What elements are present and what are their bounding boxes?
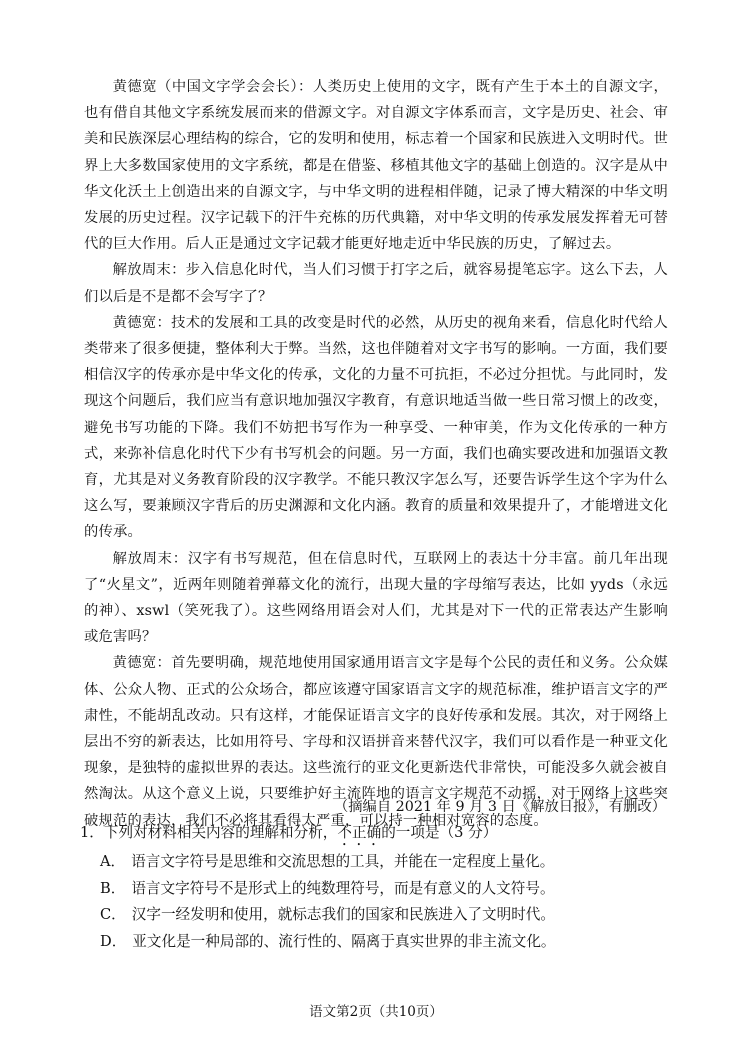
option-d-letter: D． bbox=[100, 932, 127, 950]
option-c-letter: C． bbox=[100, 906, 126, 923]
option-b bbox=[80, 876, 680, 903]
question-stem-text-after: 的一项是（3 分） bbox=[381, 824, 498, 841]
page-footer: 语文第2页（共10页） bbox=[309, 1004, 443, 1020]
option-d bbox=[80, 929, 680, 956]
option-c-text: 汉字一经发明和使用，就标志我们的国家和民族进入了文明时代。 bbox=[131, 906, 555, 923]
question-1 bbox=[80, 820, 680, 955]
question-number: 1． bbox=[80, 824, 104, 841]
passage-paragraph-4: 解放周末：汉字有书写规范，但在信息时代，互联网上的表达十分丰富。前几年出现了“火星文”，近两年则随着弹幕文化的流行，出现大量的字母缩写表达，比如 yyds（永远的神）、xswl（笑死我了）。这些网络用语会对人们，尤其是对下一代的正常表达产生影响或危害吗？ bbox=[84, 550, 668, 646]
question-stem bbox=[80, 820, 680, 849]
source-citation: （摘编自 2021 年 9 月 3 日《解放日报》，有删改） bbox=[333, 799, 666, 815]
option-b-text: 语言文字符号不是形式上的纯数理符号，而是有意义的人文符号。 bbox=[131, 879, 555, 897]
option-a-letter: A． bbox=[100, 853, 126, 870]
option-d-text: 亚文化是一种局部的、流行性的、隔离于真实世界的非主流文化。 bbox=[132, 932, 556, 950]
option-c bbox=[80, 902, 680, 929]
reading-passage bbox=[84, 74, 668, 834]
question-emphasis-text: 不正确 bbox=[337, 824, 382, 841]
option-a bbox=[80, 849, 680, 876]
passage-paragraph-2: 解放周末：步入信息化时代，当人们习惯于打字之后，就容易提笔忘字。这么下去，人们以后是不是都不会写字了？ bbox=[84, 262, 668, 305]
passage-paragraph-1: 黄德宽（中国文字学会会长）：人类历史上使用的文字，既有产生于本土的自源文字，也有借自其他文字系统发展而来的借源文字。对自源文字体系而言，文字是历史、社会、审美和民族深层心理结构的综合，它的发明和使用，标志着一个国家和民族进入文明时代。世界上大多数国家使用的文字系统，都是在借鉴、移植其他文字的基础上创造的。汉字是从中华文化沃土上创造出来的自源文字，与中华文明的进程相伴随，记录了博大精深的中华文明发展的历史过程。汉字记载下的汗牛充栋的历代典籍，对中华文明的传承发展发挥着无可替代的巨大作用。后人正是通过文字记载才能更好地走近中华民族的历史，了解过去。 bbox=[84, 79, 668, 253]
question-stem-text-before: 下列对材料相关内容的理解和分析， bbox=[103, 824, 338, 841]
option-b-letter: B． bbox=[100, 879, 126, 897]
option-a-text: 语言文字符号是思维和交流思想的工具，并能在一定程度上量化。 bbox=[131, 853, 555, 870]
passage-paragraph-5: 黄德宽：首先要明确，规范地使用国家通用语言文字是每个公民的责任和义务。公众媒体、公众人物、正式的公众场合，都应该遵守国家语言文字的规范标准，维护语言文字的严肃性，不能胡乱改动。只有这样，才能保证语言文字的良好传承和发展。其次，对于网络上层出不穷的新表达，比如用符号、字母和汉语拼音来替代汉字，我们可以看作是一种亚文化现象，是独特的虚拟世界的表达。这些流行的亚文化更新迭代非常快，可能没多久就会被自然淘汰。从这个意义上说，只要维护好主流阵地的语言文字规范不动摇，对于网络上这些突破规范的表达，我们不必将其看得太严重，可以持一种相对宽容的态度。 bbox=[84, 655, 668, 829]
passage-paragraph-3: 黄德宽：技术的发展和工具的改变是时代的必然，从历史的视角来看，信息化时代给人类带来了很多便捷，整体利大于弊。当然，这也伴随着对文字书写的影响。一方面，我们要相信汉字的传承亦是中华文化的传承，文化的力量不可抗拒，不必过分担忧。与此同时，发现这个问题后，我们应当有意识地加强汉字教育，有意识地适当做一些日常习惯上的改变，避免书写功能的下降。我们不妨把书写作为一种享受、一种审美，作为文化传承的一种方式，来弥补信息化时代下少有书写机会的问题。另一方面，我们也确实要改进和加强语文教育，尤其是对义务教育阶段的汉字教学。不能只教汉字怎么写，还要告诉学生这个字为什么这么写，要兼顾汉字背后的历史渊源和文化内涵。教育的质量和效果提升了，才能增进文化的传承。 bbox=[84, 314, 668, 541]
